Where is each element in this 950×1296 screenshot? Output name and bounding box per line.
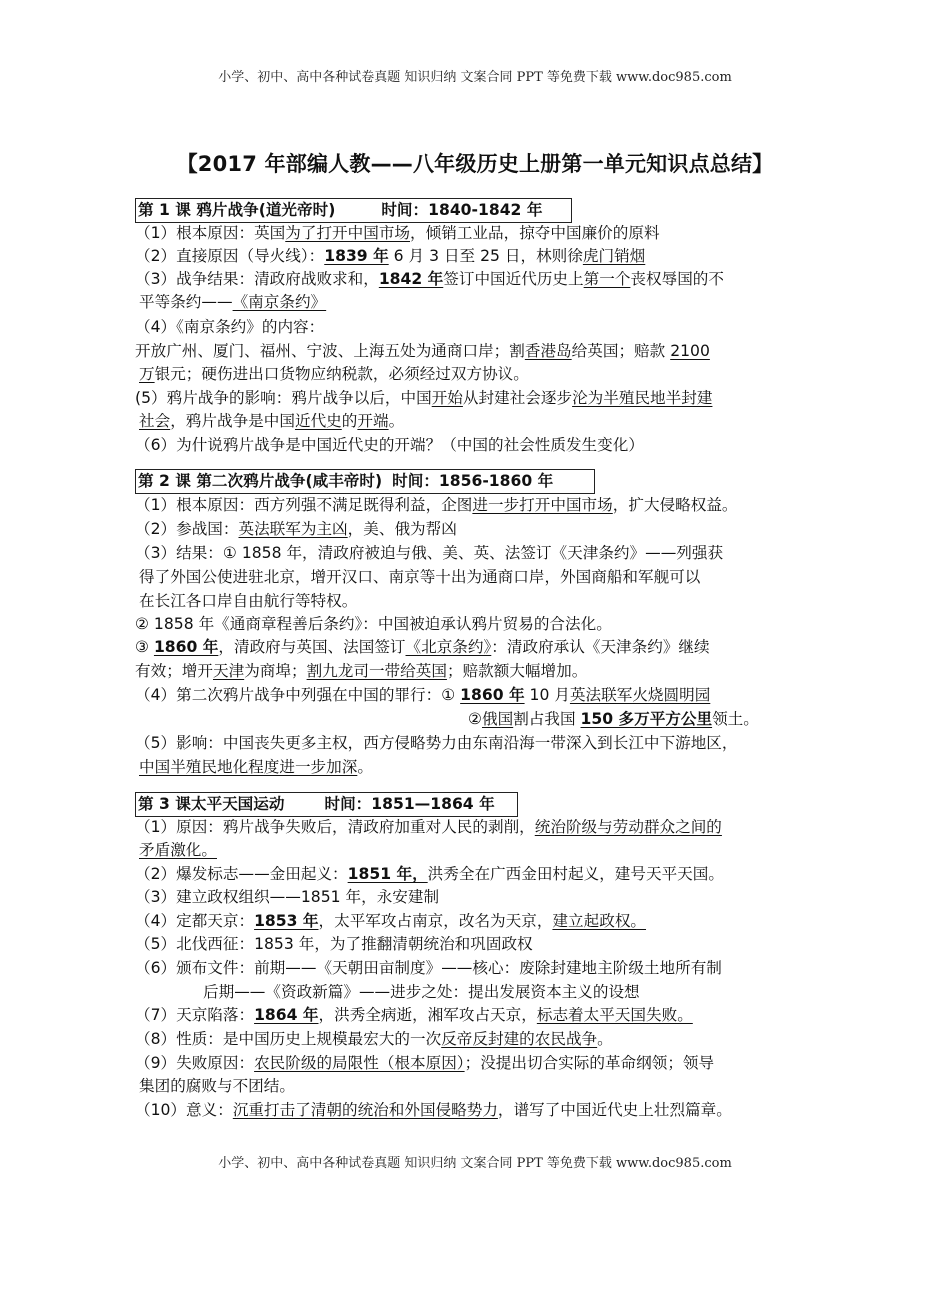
text-segment: 。: [357, 758, 373, 776]
text-segment: 为商埠；: [244, 662, 307, 680]
lesson-3-line-10: [135, 1028, 613, 1050]
text-segment: 1860 年: [153, 638, 219, 656]
text-segment: 英法联军火烧圆明园: [569, 686, 711, 704]
lesson-3-line-13: [135, 1099, 732, 1121]
text-segment: 1860 年: [460, 686, 525, 704]
text-segment: ，太平军攻占南京，改名为天京，: [318, 912, 553, 930]
text-segment: 。: [388, 412, 405, 430]
lesson-2-line-8: [135, 660, 587, 682]
text-segment: ②: [468, 710, 482, 728]
text-segment: 开端: [357, 412, 389, 430]
lesson-1-line-10: （6）为什说鸦片战争是中国近代史的开端？（中国的社会性质发生变化）: [135, 436, 644, 454]
text-segment: （4）定都天京：: [135, 912, 255, 930]
lesson-3-time-value: 1851—1864 年: [371, 795, 495, 813]
lesson-3-line-2: [139, 839, 217, 861]
text-segment: 10 月: [524, 686, 570, 704]
text-segment: （1）根本原因：西方列强不满足既得利益，企图: [135, 496, 473, 514]
lesson-3-line-6: （5）北伐西征：1853 年，为了推翻清朝统治和巩固政权: [135, 935, 533, 953]
text-segment: ；赔款额大幅增加。: [446, 662, 588, 680]
text-segment: 的: [341, 412, 358, 430]
lesson-1-line-4: [139, 291, 326, 313]
text-segment: 社会: [139, 412, 171, 430]
text-segment: 沦为半殖民地半封建: [572, 389, 713, 407]
text-segment: 从封建社会逐步: [462, 389, 573, 407]
text-segment: 给英国；赔款: [571, 342, 671, 360]
lesson-1-line-8: [135, 387, 712, 409]
text-segment: 《北京条约》: [405, 638, 492, 656]
lesson-3-line-9: [135, 1004, 693, 1026]
text-segment: 俄国: [481, 710, 514, 728]
lesson-2-line-2: [135, 518, 457, 540]
text-segment: 1851 年，: [347, 865, 428, 883]
lesson-2-line-7: [135, 636, 710, 658]
text-segment: 2100: [670, 342, 710, 360]
lesson-2-line-6: ② 1858 年《通商章程善后条约》：中国被迫承认鸦片贸易的合法化。: [135, 615, 612, 633]
text-segment: 为了打开中国市场: [285, 224, 411, 242]
text-segment: 1864 年: [254, 1006, 319, 1024]
lesson-2-line-9: [135, 684, 710, 706]
lesson-1-line-1: [135, 222, 660, 244]
lesson-2-time-label: 时间：: [392, 472, 439, 490]
text-segment: ，鸦片战争是中国: [170, 412, 295, 430]
lesson-1-time-label: 时间：: [381, 201, 429, 219]
text-segment: 天津: [212, 662, 245, 680]
text-segment: 。: [597, 1030, 613, 1048]
lesson-1-time-value: 1840-1842 年: [428, 201, 543, 219]
text-segment: （3）战争结果：清政府战败求和，: [135, 270, 379, 288]
text-segment: 有效；增开: [135, 662, 213, 680]
text-segment: ，谱写了中国近代史上壮烈篇章。: [497, 1101, 732, 1119]
text-segment: ，洪秀全病逝，湘军攻占天京，: [318, 1006, 537, 1024]
lesson-3-heading: [135, 792, 518, 817]
text-segment: ，扩大侵略权益。: [612, 496, 738, 514]
lesson-2-line-10: [468, 708, 759, 730]
text-segment: 平等条约——: [139, 293, 233, 311]
text-segment: ，美、俄为帮凶: [347, 520, 457, 538]
text-segment: 《南京条约》: [232, 293, 327, 311]
lesson-1-title: 第 1 课 鸦片战争(道光帝时): [138, 201, 336, 219]
text-segment: 150 多万平方公里: [580, 710, 713, 728]
lesson-3-line-11: [135, 1052, 714, 1074]
text-segment: 标志着太平天国失败。: [536, 1006, 693, 1024]
text-segment: 洪秀全在广西金田村起义，建号天平天国。: [427, 865, 724, 883]
text-segment: 6 月 3 日至 25 日，林则徐: [388, 247, 583, 265]
lesson-3-line-3: [135, 863, 724, 885]
lesson-3-line-1: [135, 816, 722, 838]
lesson-2-line-3: （3）结果：① 1858 年，清政府被迫与俄、美、英、法签订《天津条约》——列强获: [135, 544, 724, 562]
text-segment: 进一步打开中国市场: [472, 496, 613, 514]
lesson-2-heading: [135, 469, 595, 494]
text-segment: （10）意义：: [135, 1101, 233, 1119]
text-segment: 英法联军为主凶: [238, 520, 348, 538]
text-segment: 银元；硬伤进出口货物应纳税款，必须经过双方协议。: [154, 365, 529, 383]
text-segment: 矛盾激化。: [139, 841, 217, 859]
lesson-3-time-label: 时间：: [324, 795, 372, 813]
lesson-2-line-11: （5）影响：中国丧失更多主权，西方侵略势力由东南沿海一带深入到长江中下游地区，: [135, 734, 738, 752]
text-segment: （8）性质：是中国历史上规模最宏大的一次: [135, 1030, 442, 1048]
text-segment: 割九龙司一带给英国: [306, 662, 447, 680]
lesson-1-heading: [135, 198, 572, 223]
text-segment: （7）天京陷落：: [135, 1006, 255, 1024]
text-segment: 万: [139, 365, 155, 383]
text-segment: 农民阶级的局限性（根本原因）: [254, 1054, 465, 1072]
lesson-2-line-5: 在长江各口岸自由航行等特权。: [139, 592, 358, 610]
text-segment: ③: [135, 638, 154, 656]
text-segment: ：清政府承认《天津条约》继续: [491, 638, 710, 656]
text-segment: 近代史: [294, 412, 342, 430]
text-segment: 香港岛: [524, 342, 572, 360]
text-segment: 中国半殖民地化程度进一步加深: [139, 758, 358, 776]
lesson-3-line-8: 后期——《资政新篇》——进步之处：提出发展资本主义的设想: [203, 983, 640, 1001]
text-segment: ，倾销工业品，掠夺中国廉价的原料: [410, 224, 660, 242]
text-segment: 1842 年: [378, 270, 444, 288]
text-segment: 签订中国近代历史上: [443, 270, 584, 288]
lesson-2-line-12: [139, 756, 373, 778]
page-footer: 小学、初中、高中各种试卷真题 知识归纳 文案合同 PPT 等免费下载 www.doc985.com: [218, 1156, 732, 1171]
text-segment: 统治阶级与劳动群众之间的: [534, 818, 722, 836]
text-segment: 虎门销烟: [582, 247, 646, 265]
text-segment: (5）鸦片战争的影响：鸦片战争以后，中国: [135, 389, 432, 407]
lesson-3-line-5: [135, 910, 646, 932]
text-segment: 第一个: [583, 270, 631, 288]
text-segment: 开放广州、厦门、福州、宁波、上海五处为通商口岸；割: [135, 342, 525, 360]
text-segment: 领土。: [712, 710, 759, 728]
text-segment: （1）原因：鸦片战争失败后，清政府加重对人民的剥削，: [135, 818, 535, 836]
text-segment: 1839 年: [324, 247, 389, 265]
text-segment: （2）爆发标志——金田起义：: [135, 865, 348, 883]
text-segment: （2）直接原因（导火线）：: [135, 247, 325, 265]
lesson-3-line-4: （3）建立政权组织——1851 年，永安建制: [135, 888, 440, 906]
lesson-2-time-value: 1856-1860 年: [438, 472, 554, 490]
text-segment: ，清政府与英国、法国签订: [218, 638, 406, 656]
lesson-3-line-12: 集团的腐败与不团结。: [139, 1077, 295, 1095]
text-segment: 开始: [431, 389, 463, 407]
lesson-2-line-1: [135, 494, 738, 516]
lesson-3-title: 第 3 课太平天国运动: [138, 795, 285, 813]
text-segment: ；没提出切合实际的革命纲领；领导: [464, 1054, 715, 1072]
text-segment: 沉重打击了清朝的统治和外国侵略势力: [232, 1101, 498, 1119]
text-segment: （9）失败原因：: [135, 1054, 255, 1072]
text-segment: 丧权辱国的不: [630, 270, 724, 288]
text-segment: 割占我国: [513, 710, 581, 728]
lesson-2-line-4: 得了外国公使进驻北京，增开汉口、南京等十出为通商口岸，外国商船和军舰可以: [139, 568, 701, 586]
text-segment: （4）第二次鸦片战争中列强在中国的罪行：①: [135, 686, 461, 704]
lesson-1-line-7: [139, 363, 529, 385]
text-segment: 反帝反封建的农民战争: [441, 1030, 598, 1048]
text-segment: （2）参战国：: [135, 520, 239, 538]
lesson-3-line-7: （6）颁布文件：前期——《天朝田亩制度》——核心：废除封建地主阶级土地所有制: [135, 959, 722, 977]
lesson-2-title: 第 2 课 第二次鸦片战争(咸丰帝时): [138, 472, 383, 490]
lesson-1-line-5: （4）《南京条约》的内容：: [135, 318, 325, 336]
document-title: 【2017 年部编人教——八年级历史上册第一单元知识点总结】: [176, 152, 774, 176]
lesson-1-line-9: [139, 410, 404, 432]
lesson-1-line-3: [135, 268, 724, 290]
page-header: 小学、初中、高中各种试卷真题 知识归纳 文案合同 PPT 等免费下载 www.doc985.com: [218, 70, 732, 85]
lesson-1-line-2: [135, 245, 645, 267]
text-segment: 建立起政权。: [552, 912, 647, 930]
lesson-1-line-6: [135, 340, 710, 362]
text-segment: 1853 年: [254, 912, 319, 930]
text-segment: （1）根本原因：英国: [135, 224, 286, 242]
